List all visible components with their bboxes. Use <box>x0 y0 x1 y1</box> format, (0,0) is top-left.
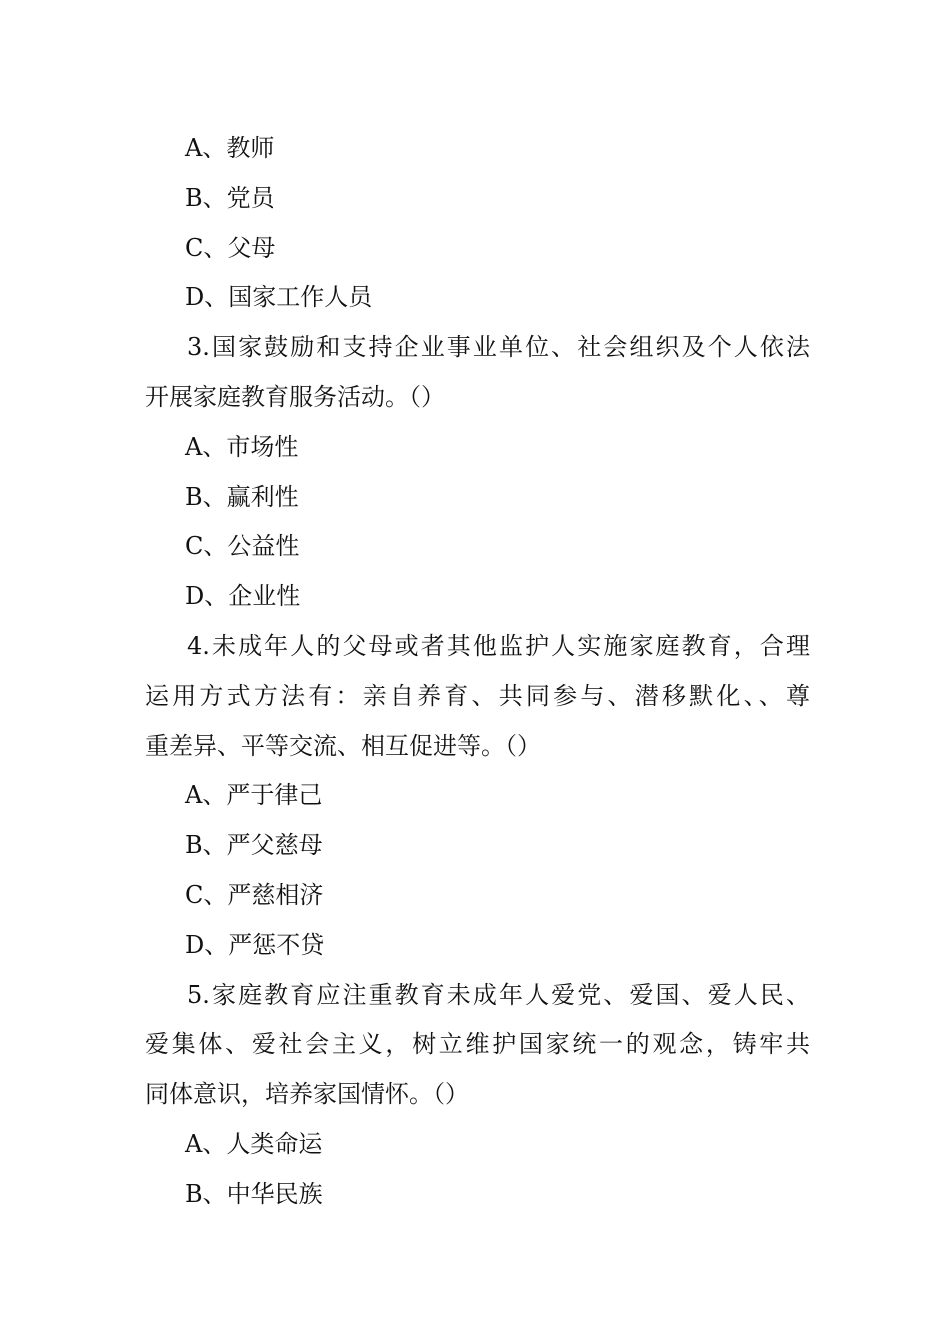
q3-option-b: B、赢利性 <box>185 482 299 511</box>
q3-text-line-2: 开展家庭教育服务活动。（） <box>145 382 445 411</box>
q5-text-line-2: 爱集体、爱社会主义，树立维护国家统一的观念，铸牢共 <box>145 1030 810 1059</box>
q4-text-line-1: 4.未成年人的父母或者其他监护人实施家庭教育，合理 <box>187 631 810 660</box>
q2-option-a: A、教师 <box>185 134 275 162</box>
question-content <box>145 124 810 1220</box>
q4-text-line-3: 重差异、平等交流、相互促进等。（） <box>145 731 541 760</box>
q2-option-b: B、党员 <box>185 183 275 212</box>
q3-option-d: D、企业性 <box>185 582 301 611</box>
q2-option-d: D、国家工作人员 <box>185 283 373 312</box>
q4-option-c: C、严慈相济 <box>185 880 324 909</box>
q5-text-line-1: 5.家庭教育应注重教育未成年人爱党、爱国、爱人民、 <box>187 980 810 1009</box>
q3-text-line-1: 3.国家鼓励和支持企业事业单位、社会组织及个人依法 <box>187 333 810 362</box>
q2-option-c: C、父母 <box>185 233 276 262</box>
q4-option-d: D、严惩不贷 <box>185 930 325 959</box>
q4-text-line-2: 运用方式方法有：亲自养育、共同参与、潜移默化、、尊 <box>145 681 810 710</box>
q4-option-b: B、严父慈母 <box>185 831 323 860</box>
q5-option-b: B、中华民族 <box>185 1179 323 1208</box>
q4-option-a: A、严于律己 <box>185 781 323 810</box>
q3-option-c: C、公益性 <box>185 532 300 561</box>
q3-option-a: A、市场性 <box>185 432 299 461</box>
q5-text-line-3: 同体意识，培养家国情怀。（） <box>145 1080 469 1109</box>
q5-option-a: A、人类命运 <box>185 1129 323 1158</box>
